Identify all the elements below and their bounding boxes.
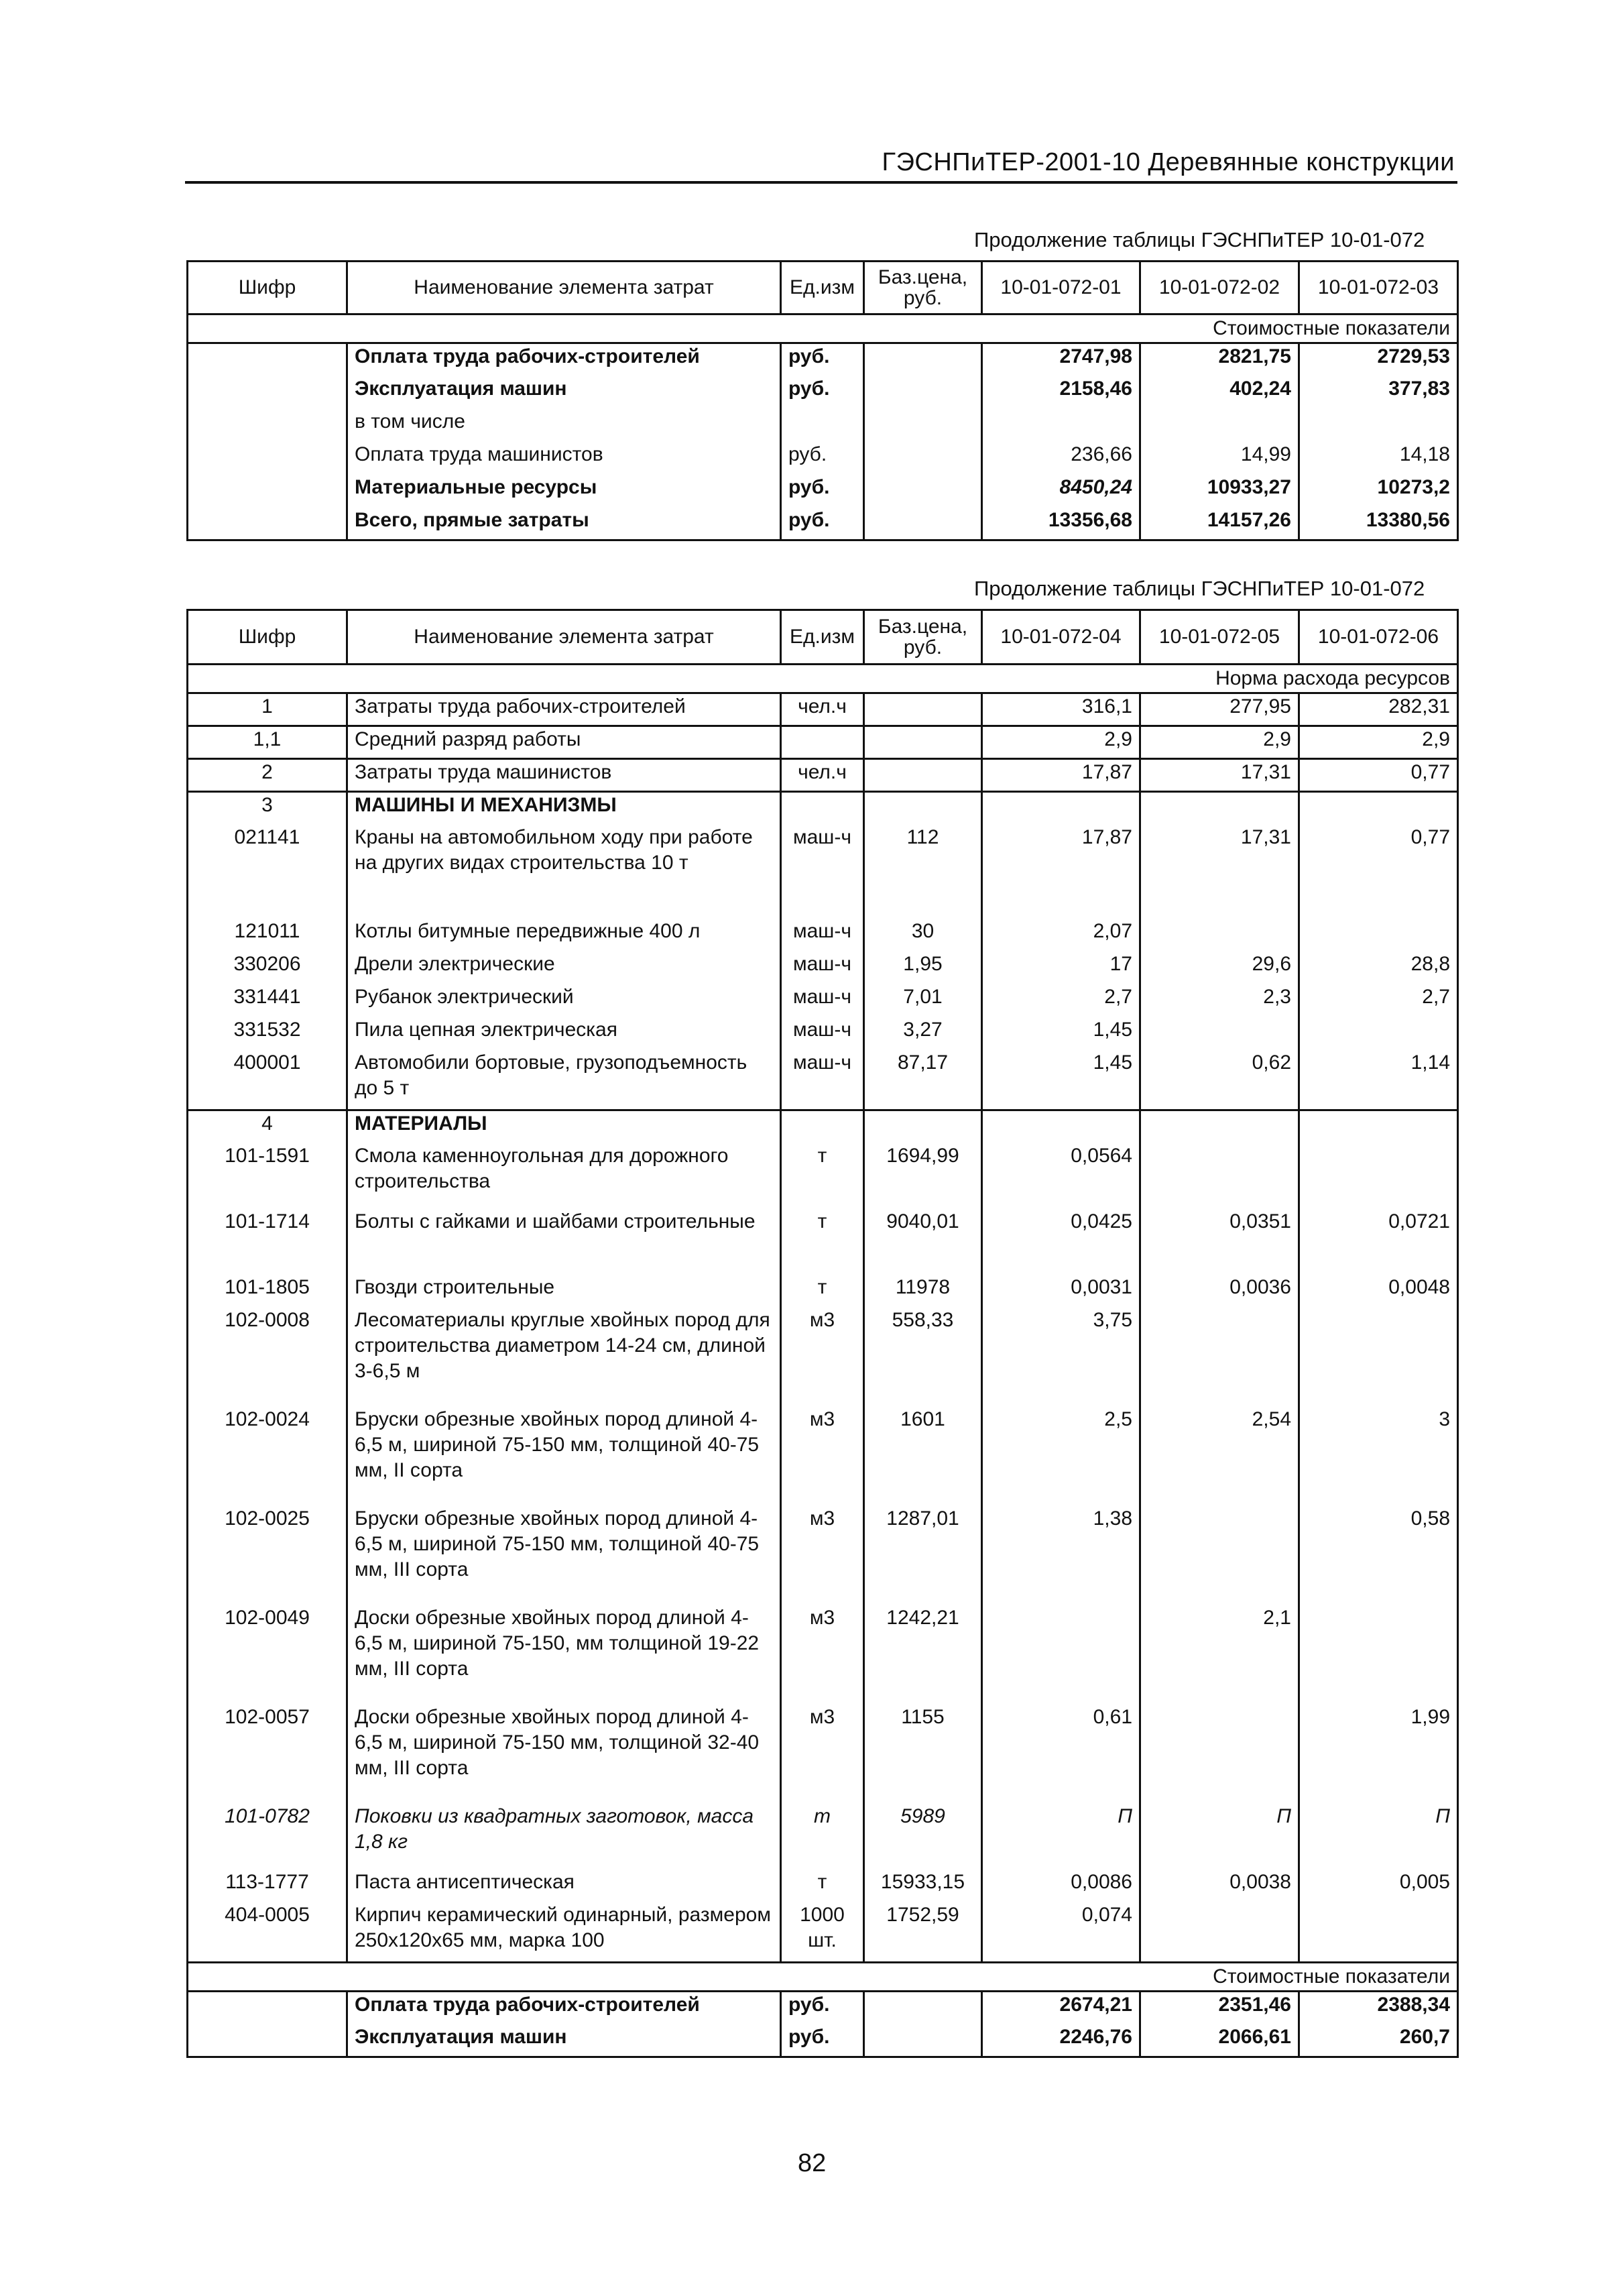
table-row [188,1605,1458,1705]
row-unit: руб. [781,376,864,409]
table-row [188,759,1458,792]
row-unit: т [781,1870,864,1902]
row-unit: чел.ч [781,693,864,726]
table-row [188,1870,1458,1902]
section-label: Стоимостные показатели [188,314,1458,343]
row-value: 2,7 [1299,984,1458,1017]
row-value: 2351,46 [1140,1992,1299,2024]
row-value: 282,31 [1299,693,1458,726]
table-row [188,475,1458,508]
row-unit: руб. [781,475,864,508]
row-value [1299,1308,1458,1407]
row-value: 260,7 [1299,2024,1458,2057]
row-value: П [1140,1804,1299,1870]
table-row [188,1992,1458,2024]
row-code: 400001 [188,1050,347,1110]
table-row [188,984,1458,1017]
row-value: 2158,46 [982,376,1140,409]
table-row [188,376,1458,409]
row-value: 1,38 [982,1506,1140,1605]
row-value: 2747,98 [982,343,1140,376]
row-value: 2,7 [982,984,1140,1017]
row-code: 101-0782 [188,1804,347,1870]
row-unit: м3 [781,1605,864,1705]
row-value: 0,0351 [1140,1209,1299,1275]
table-row [188,1275,1458,1308]
table-row [188,792,1458,825]
row-code: 331532 [188,1017,347,1050]
row-code: 102-0049 [188,1605,347,1705]
row-value [1299,919,1458,952]
row-value: 28,8 [1299,952,1458,984]
row-price [864,726,982,759]
table-row [188,409,1458,442]
row-code: 330206 [188,952,347,984]
row-name: Бруски обрезные хвойных пород длиной 4-6,5 м, шириной 75-150 мм, толщиной 40-75 мм, III сорта [347,1506,781,1605]
row-price: 1601 [864,1407,982,1506]
row-value: 402,24 [1140,376,1299,409]
row-code: 102-0008 [188,1308,347,1407]
row-value: 0,77 [1299,825,1458,919]
row-value: 277,95 [1140,693,1299,726]
page-number: 82 [798,2149,827,2177]
row-code: 121011 [188,919,347,952]
table-row [188,1902,1458,1963]
row-value [1299,792,1458,825]
row-value: 2,3 [1140,984,1299,1017]
row-code: 102-0057 [188,1705,347,1804]
row-unit: м3 [781,1705,864,1804]
table-row [188,919,1458,952]
row-unit: руб. [781,343,864,376]
row-value: 1,14 [1299,1050,1458,1110]
row-code: 101-1714 [188,1209,347,1275]
row-value: П [1299,1804,1458,1870]
row-value: 0,58 [1299,1506,1458,1605]
col-header-072-06: 10-01-072-06 [1299,610,1458,665]
row-value: 2,9 [1140,726,1299,759]
row-value [1140,1017,1299,1050]
row-unit [781,1110,864,1143]
row-price [864,759,982,792]
row-price: 5989 [864,1804,982,1870]
row-name: МАТЕРИАЛЫ [347,1110,781,1143]
table-row [188,1407,1458,1506]
row-name: в том числе [347,409,781,442]
col-header-name: Наименование элемента затрат [347,262,781,314]
row-value [1140,1110,1299,1143]
row-code: 4 [188,1110,347,1143]
row-code: 021141 [188,825,347,919]
row-value: 2,9 [1299,726,1458,759]
row-name: Средний разряд работы [347,726,781,759]
row-value: 17 [982,952,1140,984]
row-value: 2388,34 [1299,1992,1458,2024]
row-value: 0,074 [982,1902,1140,1963]
row-name: Доски обрезные хвойных пород длиной 4-6,5 м, шириной 75-150 мм, толщиной 32-40 мм, III сорта [347,1705,781,1804]
row-price [864,1110,982,1143]
row-unit: маш-ч [781,984,864,1017]
row-unit: т [781,1209,864,1275]
row-value: 2066,61 [1140,2024,1299,2057]
section-label: Стоимостные показатели [188,1963,1458,1992]
row-name: Затраты труда машинистов [347,759,781,792]
row-price: 3,27 [864,1017,982,1050]
table-row [188,1050,1458,1110]
row-value: 14,18 [1299,442,1458,475]
row-value: 0,005 [1299,1870,1458,1902]
row-unit: маш-ч [781,825,864,919]
row-name: Автомобили бортовые, грузоподъемность до 5 т [347,1050,781,1110]
table-row [188,343,1458,376]
row-price: 1287,01 [864,1506,982,1605]
row-value [982,792,1140,825]
row-value: 2,9 [982,726,1140,759]
col-header-code: Шифр [188,610,347,665]
table1-caption: Продолжение таблицы ГЭСНПиТЕР 10-01-072 [974,228,1425,251]
row-code: 101-1805 [188,1275,347,1308]
row-name: Оплата труда машинистов [347,442,781,475]
row-value [1299,1902,1458,1963]
row-value: 2246,76 [982,2024,1140,2057]
row-code: 1,1 [188,726,347,759]
row-value: 17,87 [982,825,1140,919]
col-header-072-05: 10-01-072-05 [1140,610,1299,665]
row-name: Затраты труда рабочих-строителей [347,693,781,726]
row-value [1299,1017,1458,1050]
table-row [188,508,1458,540]
row-value [1140,919,1299,952]
row-value [1140,1506,1299,1605]
page-header [185,142,1457,184]
row-unit: 1000 шт. [781,1902,864,1963]
table2-section-row [188,665,1458,693]
row-value [1140,1705,1299,1804]
row-value [1299,1605,1458,1705]
row-name: Оплата труда рабочих-строителей [347,1992,781,2024]
page-header-title: ГЭСНПиТЕР-2001-10 Деревянные конструкции [882,148,1455,176]
row-unit: маш-ч [781,952,864,984]
row-value: 17,31 [1140,825,1299,919]
table-row [188,1804,1458,1870]
row-value: 14157,26 [1140,508,1299,540]
row-unit: руб. [781,1992,864,2024]
row-name: Эксплуатация машин [347,376,781,409]
row-name: Паста антисептическая [347,1870,781,1902]
row-name: Рубанок электрический [347,984,781,1017]
row-name: Котлы битумные передвижные 400 л [347,919,781,952]
row-unit: т [781,1275,864,1308]
table-row [188,952,1458,984]
row-value: 236,66 [982,442,1140,475]
row-code: 102-0025 [188,1506,347,1605]
row-unit: м3 [781,1308,864,1407]
row-value: 0,0425 [982,1209,1140,1275]
row-value: 0,61 [982,1705,1140,1804]
row-unit: м3 [781,1506,864,1605]
row-name: Доски обрезные хвойных пород длиной 4-6,5 м, шириной 75-150, мм толщиной 19-22 мм, III сорта [347,1605,781,1705]
row-value [1299,1110,1458,1143]
row-unit: руб. [781,2024,864,2057]
col-header-unit: Ед.изм [781,610,864,665]
col-header-072-03: 10-01-072-03 [1299,262,1458,314]
row-value: 29,6 [1140,952,1299,984]
row-name: Оплата труда рабочих-строителей [347,343,781,376]
row-value: 0,62 [1140,1050,1299,1110]
row-code: 3 [188,792,347,825]
table-row [188,2024,1458,2057]
row-price: 1155 [864,1705,982,1804]
row-name: Всего, прямые затраты [347,508,781,540]
row-code: 331441 [188,984,347,1017]
table1-section-row [188,314,1458,343]
row-value: 10933,27 [1140,475,1299,508]
col-header-price: Баз.цена, руб. [864,610,982,665]
col-header-072-04: 10-01-072-04 [982,610,1140,665]
table2-header-row [188,610,1458,665]
row-unit [781,726,864,759]
row-name: Бруски обрезные хвойных пород длиной 4-6,5 м, шириной 75-150 мм, толщиной 40-75 мм, II сорта [347,1407,781,1506]
row-value: 3,75 [982,1308,1140,1407]
row-value: 2821,75 [1140,343,1299,376]
row-value: 0,0038 [1140,1870,1299,1902]
row-code: 2 [188,759,347,792]
row-code: 102-0024 [188,1407,347,1506]
row-price: 15933,15 [864,1870,982,1902]
row-price: 9040,01 [864,1209,982,1275]
table1-header-row [188,262,1458,314]
row-value: 1,99 [1299,1705,1458,1804]
col-header-price: Баз.цена, руб. [864,262,982,314]
table-row [188,1308,1458,1407]
row-value: 2729,53 [1299,343,1458,376]
row-value: 0,0564 [982,1143,1140,1209]
row-name: Краны на автомобильном ходу при работе на других видах строительства 10 т [347,825,781,919]
col-header-unit: Ед.изм [781,262,864,314]
row-unit [781,792,864,825]
row-value: 0,0048 [1299,1275,1458,1308]
row-unit: м3 [781,1407,864,1506]
col-header-072-02: 10-01-072-02 [1140,262,1299,314]
row-unit: маш-ч [781,1050,864,1110]
section-label: Норма расхода ресурсов [188,665,1458,693]
row-value: 1,45 [982,1017,1140,1050]
row-value [1140,792,1299,825]
row-value: 13356,68 [982,508,1140,540]
row-price: 112 [864,825,982,919]
row-price [864,693,982,726]
row-value [1140,1143,1299,1209]
row-value: П [982,1804,1140,1870]
row-value [982,1110,1140,1143]
row-value: 17,31 [1140,759,1299,792]
row-unit: руб. [781,508,864,540]
row-price: 1694,99 [864,1143,982,1209]
resource-table-2 [186,609,1459,2058]
row-value: 1,45 [982,1050,1140,1110]
row-name: Болты с гайками и шайбами строительные [347,1209,781,1275]
table-row [188,1209,1458,1275]
table-row [188,1506,1458,1605]
table-row [188,825,1458,919]
row-value: 0,0721 [1299,1209,1458,1275]
cost-table-1 [186,260,1459,541]
row-name: Эксплуатация машин [347,2024,781,2057]
table-row [188,442,1458,475]
norm-rows [188,693,1458,1963]
row-price [864,792,982,825]
row-value: 2,1 [1140,1605,1299,1705]
row-name: Дрели электрические [347,952,781,984]
row-name: Лесоматериалы круглые хвойных пород для строительства диаметром 14-24 см, длиной 3-6,5 м [347,1308,781,1407]
row-name: Материальные ресурсы [347,475,781,508]
row-value: 2,07 [982,919,1140,952]
row-price: 11978 [864,1275,982,1308]
row-value: 0,77 [1299,759,1458,792]
table-row [188,1110,1458,1143]
table-row [188,693,1458,726]
row-value: 17,87 [982,759,1140,792]
row-unit: чел.ч [781,759,864,792]
row-unit: руб. [781,442,864,475]
row-value: 0,0031 [982,1275,1140,1308]
row-value: 2,54 [1140,1407,1299,1506]
row-price: 30 [864,919,982,952]
row-value: 377,83 [1299,376,1458,409]
row-value: 0,0086 [982,1870,1140,1902]
row-name: МАШИНЫ И МЕХАНИЗМЫ [347,792,781,825]
row-name: Гвозди строительные [347,1275,781,1308]
row-value [1299,1143,1458,1209]
row-price: 7,01 [864,984,982,1017]
table-row [188,726,1458,759]
row-price: 87,17 [864,1050,982,1110]
row-code: 113-1777 [188,1870,347,1902]
row-code: 404-0005 [188,1902,347,1963]
row-code: 1 [188,693,347,726]
row-code: 101-1591 [188,1143,347,1209]
table2-caption: Продолжение таблицы ГЭСНПиТЕР 10-01-072 [974,577,1425,600]
row-value [1140,1308,1299,1407]
row-value: 0,0036 [1140,1275,1299,1308]
row-name: Кирпич керамический одинарный, размером 250х120х65 мм, марка 100 [347,1902,781,1963]
row-value [982,1605,1140,1705]
row-value: 10273,2 [1299,475,1458,508]
row-unit: маш-ч [781,1017,864,1050]
row-value: 2674,21 [982,1992,1140,2024]
row-value: 8450,24 [982,475,1140,508]
row-value: 14,99 [1140,442,1299,475]
row-price: 558,33 [864,1308,982,1407]
row-value: 3 [1299,1407,1458,1506]
row-unit: т [781,1804,864,1870]
row-unit: маш-ч [781,919,864,952]
row-price: 1242,21 [864,1605,982,1705]
col-header-name: Наименование элемента затрат [347,610,781,665]
row-value: 13380,56 [1299,508,1458,540]
row-price: 1752,59 [864,1902,982,1963]
table-row [188,1017,1458,1050]
row-name: Поковки из квадратных заготовок, масса 1,8 кг [347,1804,781,1870]
col-header-072-01: 10-01-072-01 [982,262,1140,314]
row-name: Смола каменноугольная для дорожного строительства [347,1143,781,1209]
row-price: 1,95 [864,952,982,984]
row-name: Пила цепная электрическая [347,1017,781,1050]
table2-cost-section-row [188,1963,1458,1992]
col-header-code: Шифр [188,262,347,314]
row-value: 2,5 [982,1407,1140,1506]
table-row [188,1705,1458,1804]
table-row [188,1143,1458,1209]
row-value [1140,1902,1299,1963]
row-unit: т [781,1143,864,1209]
row-value: 316,1 [982,693,1140,726]
